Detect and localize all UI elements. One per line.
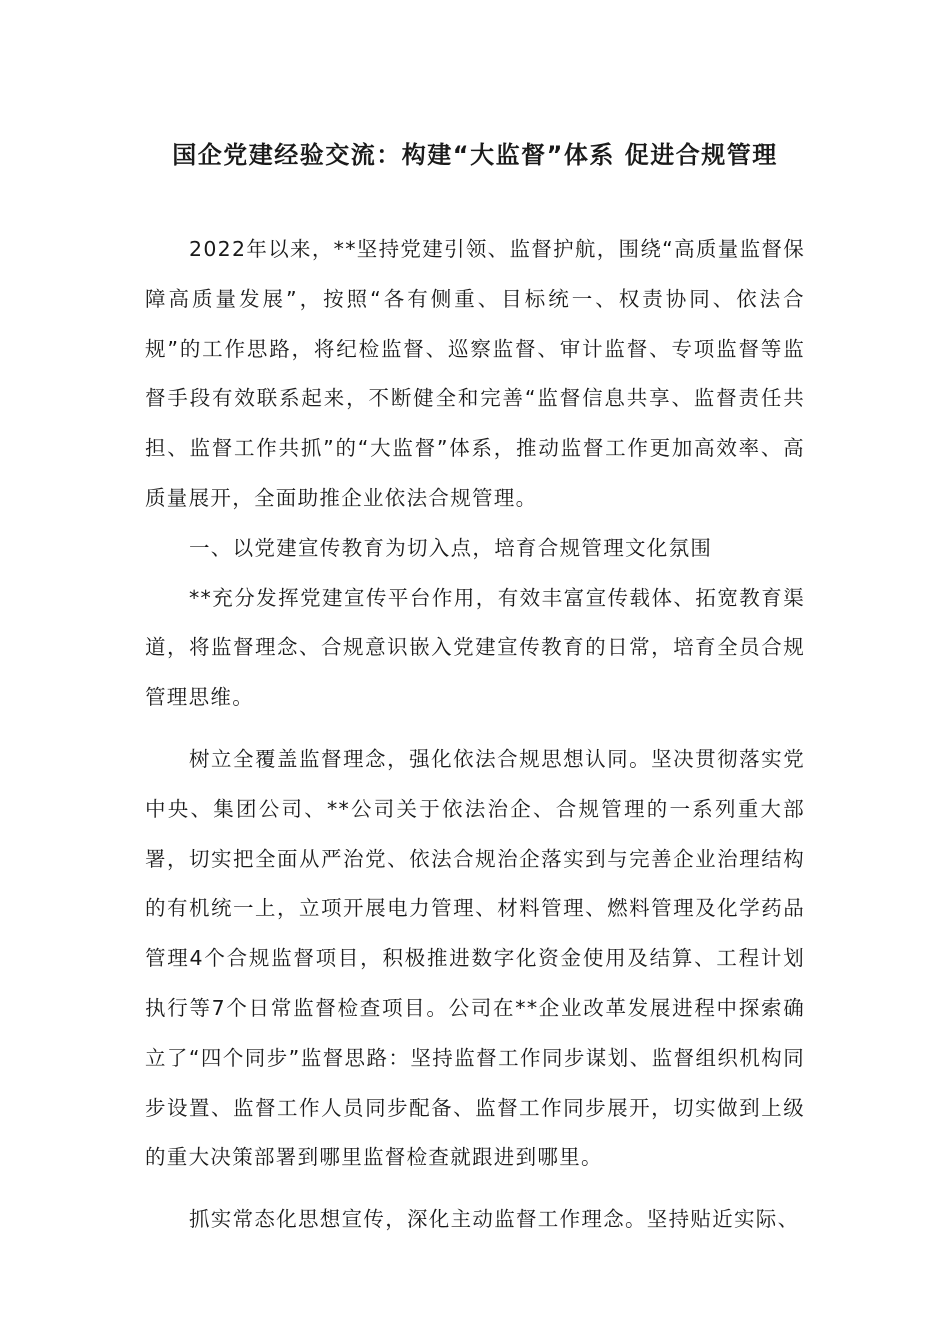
paragraph-routine-publicity: 抓实常态化思想宣传，深化主动监督工作理念。坚持贴近实际、 bbox=[189, 1207, 800, 1232]
paragraph-section-1-intro: **充分发挥党建宣传平台作用，有效丰富宣传载体、拓宽教育渠道，将监督理念、合规意识嵌入党建宣传教育的日常，培育全员合规管理思维。 bbox=[145, 585, 805, 710]
paragraph-full-coverage: 树立全覆盖监督理念，强化依法合规思想认同。坚决贯彻落实党中央、集团公司、**公司关于依法治企、合规管理的一系列重大部署，切实把全面从严治党、依法合规治企落实到与完善企业治理结构的有机统一上，立项开展电力管理、材料管理、燃料管理及化学药品管理4个合规监督项目，积极推进数字化资金使用及结算、工程计划执行等7个日常监督检查项目。公司在**企业改革发展进程中探索确立了“四个同步”监督思路：坚持监督工作同步谋划、监督组织机构同步设置、监督工作人员同步配备、监督工作同步展开，切实做到上级的重大决策部署到哪里监督检查就跟进到哪里。 bbox=[145, 746, 805, 1170]
document-body bbox=[145, 225, 805, 1245]
paragraph-intro: 2022年以来，**坚持党建引领、监督护航，围绕“高质量监督保障高质量发展”，按照“各有侧重、目标统一、权责协同、依法合规”的工作思路，将纪检监督、巡察监督、审计监督、专项监督等监督手段有效联系起来，不断健全和完善“监督信息共享、监督责任共担、监督工作共抓”的“大监督”体系，推动监督工作更加高效率、高质量展开，全面助推企业依法合规管理。 bbox=[145, 237, 805, 510]
section-heading-1: 一、以党建宣传教育为切入点，培育合规管理文化氛围 bbox=[189, 535, 713, 560]
document-title: 国企党建经验交流：构建“大监督”体系 促进合规管理 bbox=[172, 141, 778, 169]
